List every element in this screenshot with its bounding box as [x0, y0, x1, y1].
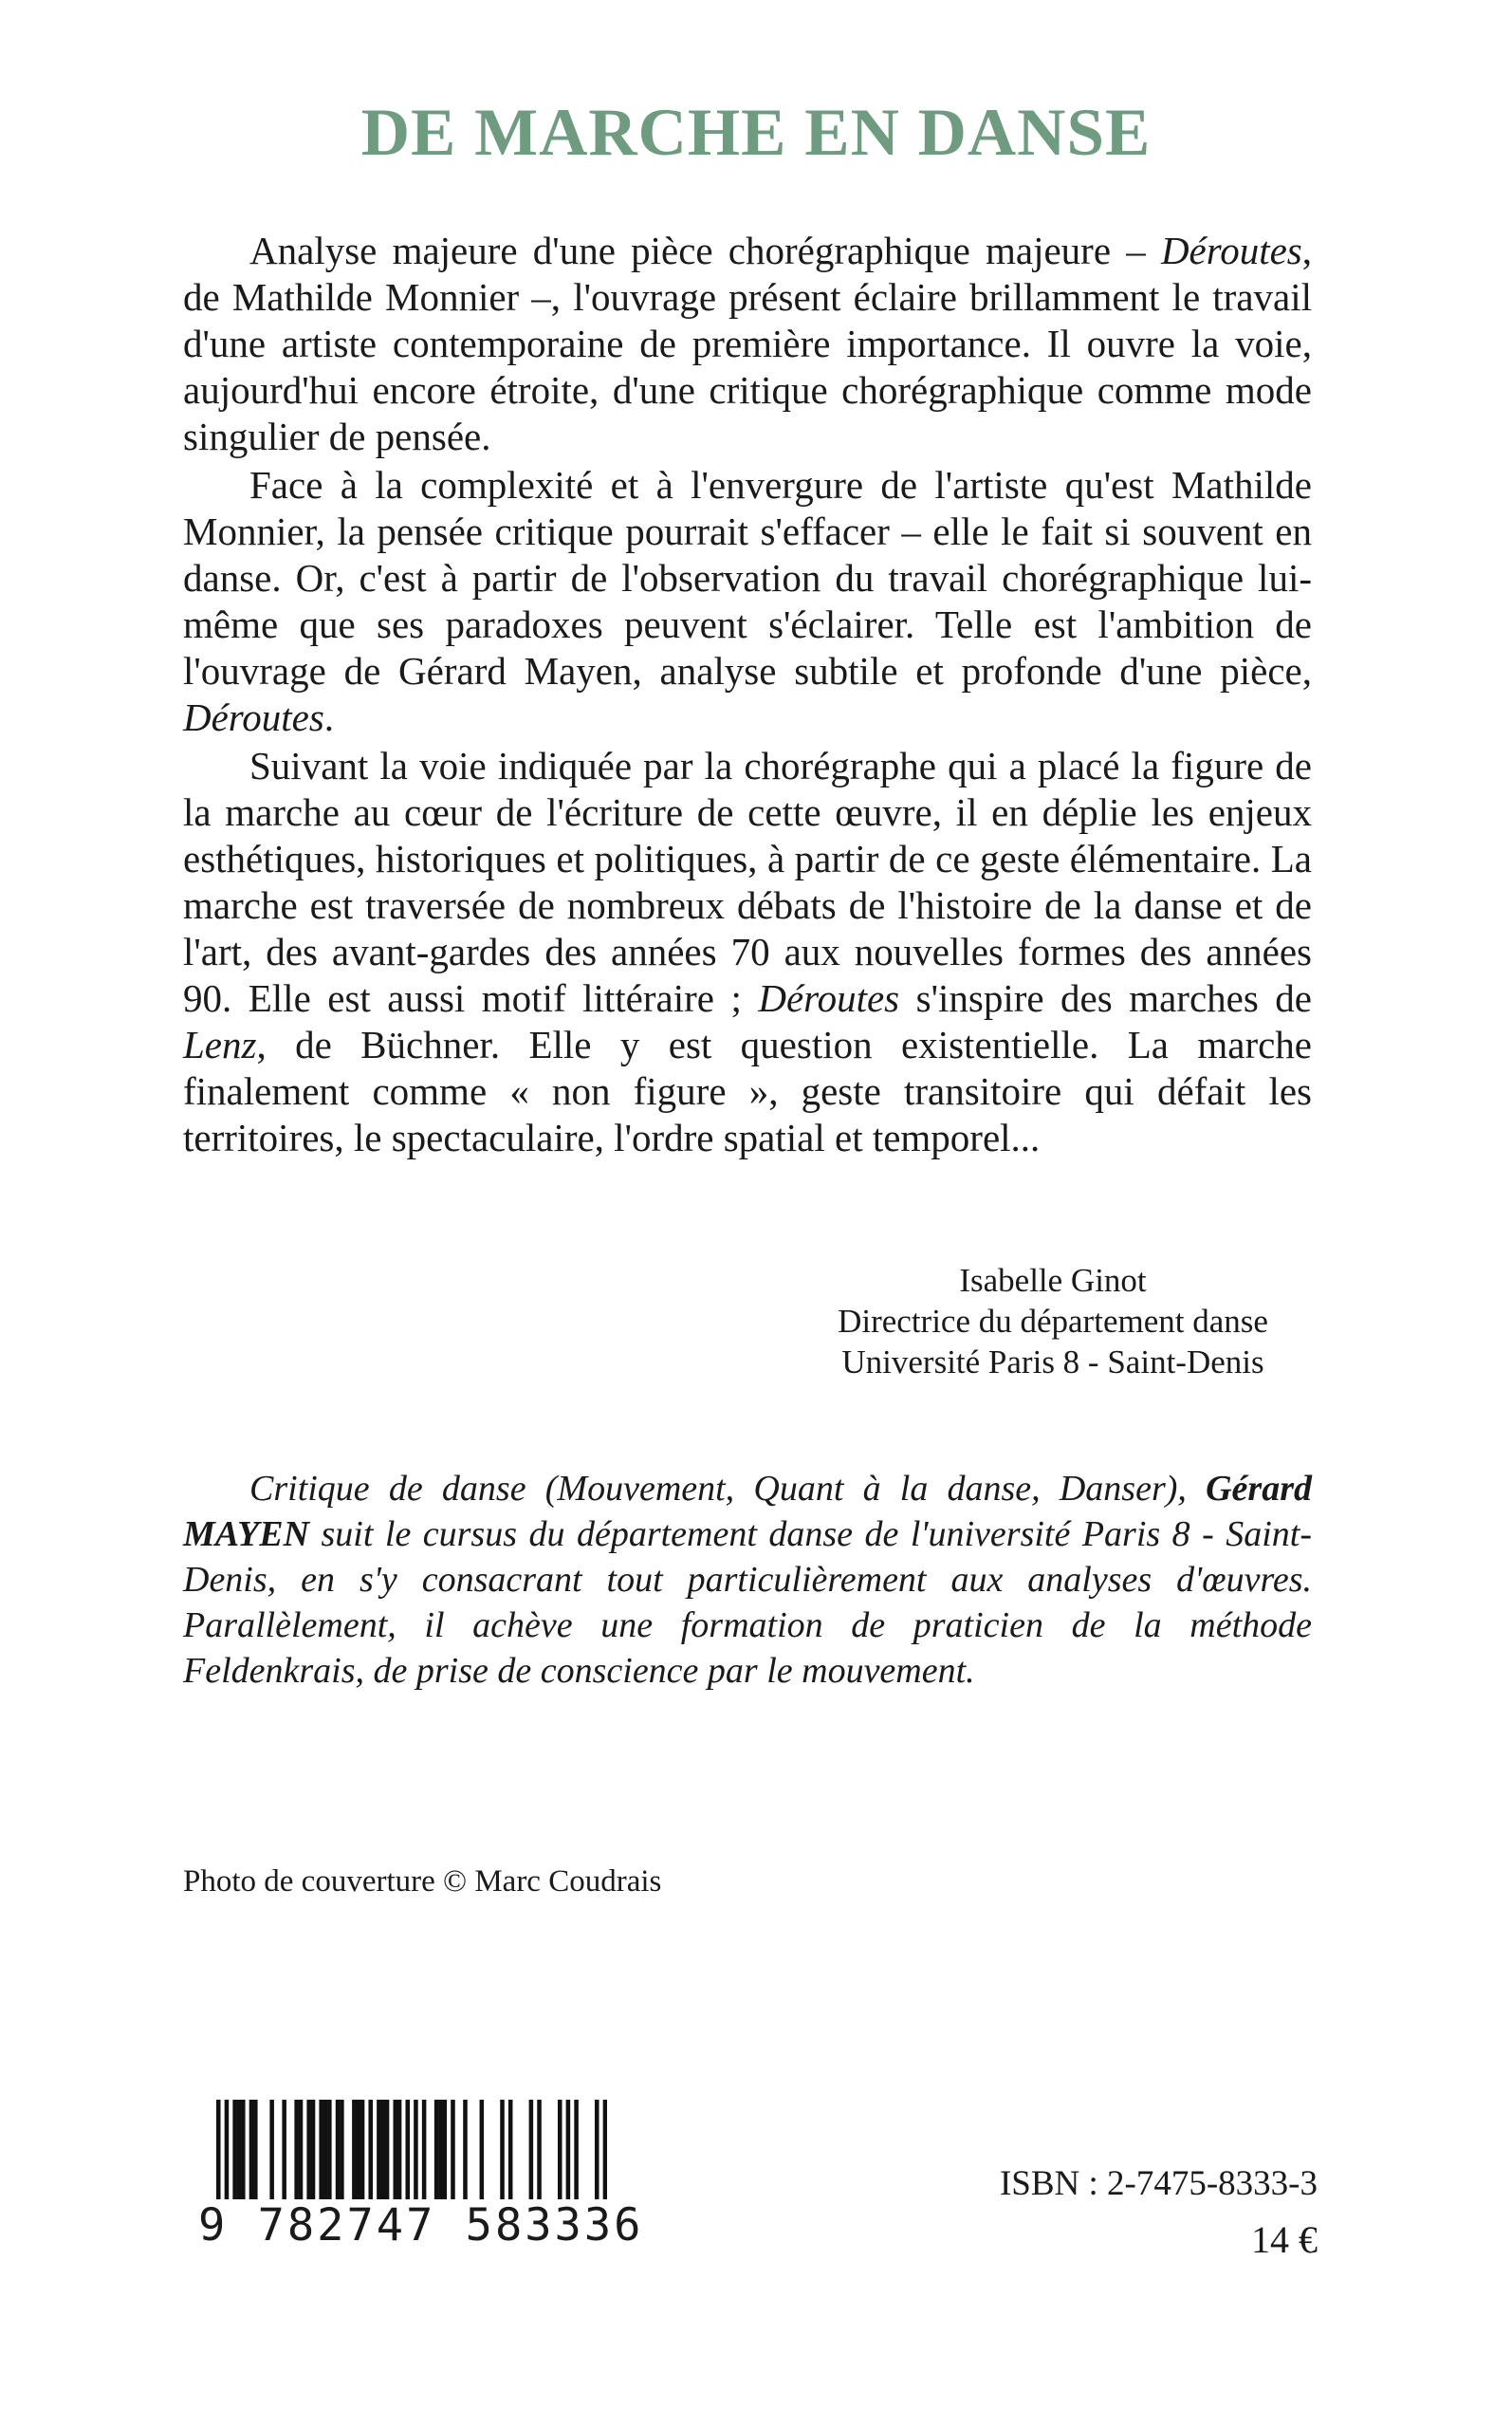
paragraph-1: [183, 228, 1312, 460]
signature-block: [816, 1260, 1290, 1382]
work-title-deroutes: Déroutes: [758, 976, 900, 1020]
paragraph-3-text-c: , de Büchner. Elle y est question existentielle. La marche finalement comme « non figure », geste transitoire qui défait les territoires, le spectaculaire, l'ordre spatial et temporel...: [183, 1023, 1312, 1159]
signature-institution: Université Paris 8 - Saint-Denis: [841, 1343, 1264, 1381]
price: 14 €: [1251, 2218, 1318, 2261]
signature-name: Isabelle Ginot: [959, 1262, 1147, 1299]
paragraph-3-text-b: s'inspire des marches de: [899, 976, 1312, 1020]
book-title: DE MARCHE EN DANSE: [360, 96, 1152, 170]
paragraph-2: [183, 462, 1312, 741]
author-bio-text-b: suit le cursus du département danse de l'université Paris 8 - Saint-Denis, en s'y consacrant tout particulièrement aux analyses d'œuvres. Parallèlement, il achève une formation de praticien de la méthode Feldenkrais, de prise de conscience par le mouvement.: [183, 1514, 1312, 1691]
paragraph-1-text-a: Analyse majeure d'une pièce chorégraphique majeure –: [249, 229, 1161, 272]
author-name: Gérard MAYEN: [183, 1469, 1312, 1554]
barcode-digits: 9 782747 583336: [194, 2199, 647, 2251]
author-bio: [183, 1466, 1312, 1694]
paragraph-1-text-b: , de Mathilde Monnier –, l'ouvrage présent éclaire brillamment le travail d'une artiste contemporaine de première importance. Il ouvre la voie, aujourd'hui encore étroite, d'une critique chorégraphique comme mode singulier de pensée.: [183, 229, 1312, 458]
signature-role: Directrice du département danse: [838, 1303, 1268, 1340]
paragraph-2-text-b: .: [323, 695, 335, 739]
paragraph-2-text-a: Face à la complexité et à l'envergure de l'artiste qu'est Mathilde Monnier, la pensée critique pourrait s'effacer – elle le fait si souvent en danse. Or, c'est à partir de l'observation du travail chorégraphique lui-même que ses paradoxes peuvent s'éclairer. Telle est l'ambition de l'ouvrage de Gérard Mayen, analyse subtile et profonde d'une pièce,: [183, 463, 1312, 693]
back-cover-text: [183, 228, 1312, 1161]
isbn: ISBN : 2-7475-8333-3: [999, 2164, 1318, 2203]
work-title-deroutes: Déroutes: [183, 695, 324, 739]
photo-credit: Photo de couverture © Marc Coudrais: [183, 1864, 662, 1899]
paragraph-3: [183, 743, 1312, 1161]
paragraph-3-text-a: Suivant la voie indiquée par la chorégraphe qui a placé la figure de la marche au cœur de l'écriture de cette œuvre, il en déplie les enjeux esthétiques, historiques et politiques, à partir de ce geste élémentaire. La marche est traversée de nombreux débats de l'histoire de la danse et de l'art, des avant-gardes des années 70 aux nouvelles formes des années 90. Elle est aussi motif littéraire ;: [183, 744, 1312, 1020]
author-bio-text-a: Critique de danse (Mouvement, Quant à la danse, Danser),: [249, 1469, 1207, 1509]
work-title-deroutes: Déroutes: [1160, 229, 1302, 272]
work-title-lenz: Lenz: [183, 1023, 257, 1066]
